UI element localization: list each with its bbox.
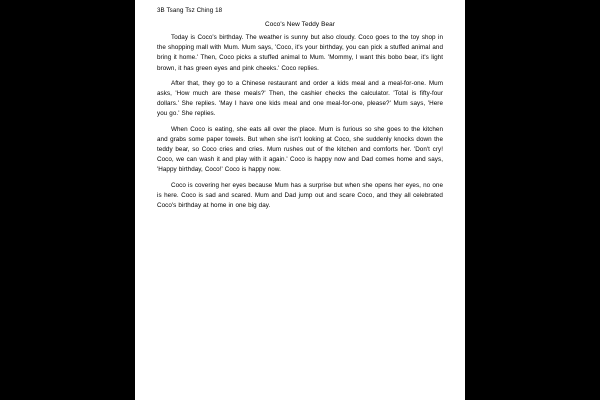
paragraph: Coco is covering her eyes because Mum has a surprise but when she opens her eyes, no one is here. Coco is sad and scared. Mum and Dad jump out and scare Coco, and they all celebrated Coco's birthday at home in one big day. (157, 181, 443, 210)
paragraph: After that, they go to a Chinese restaurant and order a kids meal and a meal-for-one. Mum asks, 'How much are these meals?' Then, the cashier checks the calculator. 'Total is fifty-four dollars.' She replies. 'May I have one kids meal and one meal-for-one, please?' Mum says, 'Here you go.' She replies. (157, 79, 443, 118)
document-title: Coco's New Teddy Bear (265, 21, 335, 28)
paragraph: Today is Coco's birthday. The weather is sunny but also cloudy. Coco goes to the toy shop in the shopping mall with Mum. Mum says, 'Coco, it's your birthday, you can pick a stuffed animal and bring it home.' Then, Coco picks a stuffed animal to Mum. 'Mommy, I want this bobo bear, it's light brown, it has green eyes and pink cheeks.' Coco replies. (157, 34, 443, 72)
document-header: 3B Tsang Tsz Ching 18 (157, 7, 223, 14)
document-page (135, 0, 465, 400)
document-body (135, 0, 465, 211)
paragraph: When Coco is eating, she eats all over the place. Mum is furious so she goes to the kitchen and grabs some paper towels. But when she isn't looking at Coco, she suddenly knocks down the teddy bear, so Coco cries and cries. Mum rushes out of the kitchen and comforts her. 'Don't cry! Coco, we can wash it and play with it again.' Coco is happy now and Dad comes home and says, 'Happy birthday, Coco!' Coco is happy now. (157, 125, 443, 174)
